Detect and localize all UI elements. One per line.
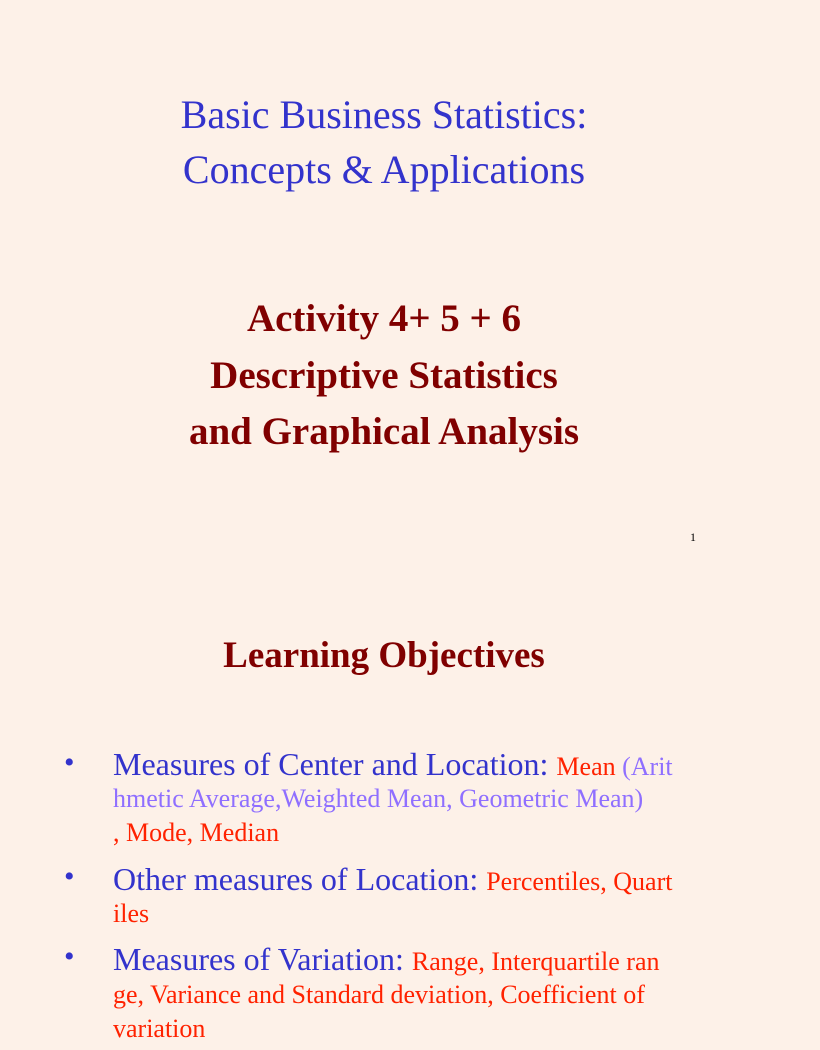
subtitle-line-2: Descriptive Statistics (210, 354, 558, 397)
objective-3-line-3 (113, 1012, 753, 1050)
objective-1-paren-start: (Arit (615, 752, 673, 781)
objective-1-label: Measures of Center and Location: (113, 746, 557, 782)
objective-2-terms: Percentiles, Quart (486, 867, 673, 896)
objective-1-line-3 (113, 816, 753, 854)
bullet-marker: • (64, 940, 75, 973)
objective-3-line-1 (113, 942, 753, 983)
objective-1-line-2 (113, 782, 753, 820)
slide-1 (0, 0, 768, 560)
learning-objectives-title: Learning Objectives (223, 635, 545, 676)
objective-1-mode-median: , Mode, Median (113, 818, 280, 847)
objective-3-terms: Range, Interquartile ran (411, 947, 660, 976)
slide-2 (0, 560, 768, 1043)
subtitle-line-3: and Graphical Analysis (188, 410, 580, 453)
subtitle-line-1: Activity 4+ 5 + 6 (246, 297, 522, 340)
bullet-marker: • (64, 746, 75, 779)
objective-1-paren-rest: hmetic Average,Weighted Mean, Geometric Mean) (113, 784, 644, 813)
slide-number: 1 (690, 530, 696, 544)
title-line-2: Concepts & Applications (182, 147, 586, 192)
objective-2-line-2 (113, 897, 753, 935)
objective-2-terms-rest: iles (113, 899, 150, 928)
objective-2-label: Other measures of Location: (113, 861, 487, 897)
objective-1-term-mean: Mean (556, 752, 616, 781)
title-line-1: Basic Business Statistics: (180, 92, 588, 137)
bullet-marker: • (64, 860, 75, 893)
objective-3-terms-cont: ge, Variance and Standard deviation, Coefficient of (113, 980, 645, 1009)
objective-3-label: Measures of Variation: (113, 941, 412, 977)
objective-3-terms-rest: variation (113, 1014, 206, 1043)
objective-3-line-2 (113, 978, 753, 1016)
